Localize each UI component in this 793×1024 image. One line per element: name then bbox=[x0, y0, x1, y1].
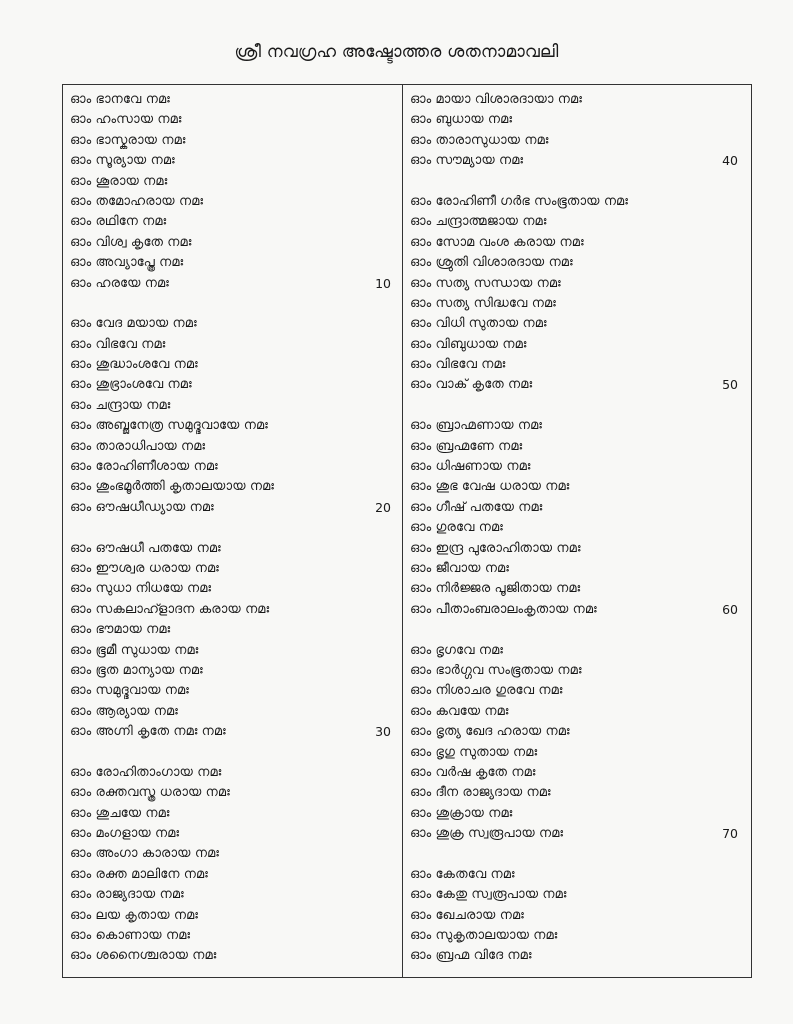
mantra-text: ഓം ശുക്രായ നമഃ bbox=[410, 805, 513, 821]
mantra-line bbox=[70, 355, 395, 375]
mantra-line bbox=[70, 314, 395, 334]
mantra-text: ഓം ശുദ്ധാംശവേ നമഃ bbox=[70, 357, 198, 373]
mantra-line bbox=[70, 804, 395, 824]
mantra-text: ഓം ശൂരായ നമഃ bbox=[70, 173, 168, 189]
mantra-line bbox=[70, 498, 395, 518]
count-marker: 40 bbox=[722, 153, 738, 169]
mantra-text: ഓം ഈശ്വര ധരായ നമഃ bbox=[70, 560, 219, 576]
mantra-text: ഓം മംഗളായ നമഃ bbox=[70, 826, 180, 842]
mantra-text: ഓം സോമ വംശ കരായ നമഃ bbox=[410, 234, 584, 250]
mantra-text: ഓം ബ്രാഹ്മണായ നമഃ bbox=[410, 418, 543, 434]
mantra-line bbox=[70, 620, 395, 640]
mantra-line bbox=[410, 926, 742, 946]
mantra-text: ഓം വിശ്വ കൃതേ നമഃ bbox=[70, 234, 192, 250]
mantra-line bbox=[410, 906, 742, 926]
mantra-text: ഓം ശനൈശ്ചരായ നമഃ bbox=[70, 948, 217, 964]
left-column bbox=[70, 90, 395, 967]
mantra-text: ഓം അബ്ജനേത്ര സമുദ്ഭവായേ നമഃ bbox=[70, 418, 268, 434]
mantra-text: ഓം വാക് കൃതേ നമഃ bbox=[410, 377, 533, 393]
mantra-line bbox=[70, 559, 395, 579]
mantra-line bbox=[70, 110, 395, 130]
mantra-line bbox=[410, 804, 742, 824]
mantra-line bbox=[410, 600, 742, 620]
mantra-line bbox=[70, 722, 395, 742]
mantra-line bbox=[70, 294, 395, 314]
count-marker: 30 bbox=[375, 724, 391, 740]
mantra-text: ഓം ചന്ദ്രാത്മജായ നമഃ bbox=[410, 214, 547, 230]
mantra-text: ഓം സത്യ സന്ധായ നമഃ bbox=[410, 275, 561, 291]
mantra-line bbox=[410, 355, 742, 375]
mantra-line bbox=[410, 498, 742, 518]
mantra-text: ഓം രോഹിണീ ഗർഭ സംഭൂതായ നമഃ bbox=[410, 193, 628, 209]
mantra-text: ഓം ശുംഭമൂർത്തി കൃതാലയായ നമഃ bbox=[70, 479, 274, 495]
mantra-text: ഓം മായാ വിശാരദായാ നമഃ bbox=[410, 92, 582, 107]
mantra-line bbox=[70, 151, 395, 171]
mantra-line bbox=[410, 539, 742, 559]
mantra-text: ഓം തമോഹരായ നമഃ bbox=[70, 193, 204, 209]
mantra-line bbox=[70, 335, 395, 355]
mantra-text: ഓം രക്തവസ്ത്ര ധരായ നമഃ bbox=[70, 785, 230, 801]
mantra-text: ഓം ബ്രഹ്മണേ നമഃ bbox=[410, 438, 523, 454]
mantra-text: ഓം ഭൃത്യ ഖേദ ഹരായ നമഃ bbox=[410, 724, 570, 740]
mantra-text: ഓം ശുചയേ നമഃ bbox=[70, 805, 170, 821]
mantra-line bbox=[70, 274, 395, 294]
mantra-text: ഓം ഹരയേ നമഃ bbox=[70, 275, 169, 291]
mantra-text: ഓം ശുക്ര സ്വരൂപായ നമഃ bbox=[410, 826, 564, 842]
mantra-text: ഓം അംഗാ കാരായ നമഃ bbox=[70, 846, 219, 862]
mantra-line bbox=[410, 314, 742, 334]
mantra-line bbox=[410, 110, 742, 130]
mantra-line bbox=[70, 681, 395, 701]
page-title: ശ്രീ നവഗ്രഹ അഷ്ടോത്തര ശതനാമാവലി bbox=[234, 42, 559, 62]
mantra-text: ഓം ഇന്ദ്ര പുരോഹിതായ നമഃ bbox=[410, 540, 581, 556]
mantra-line bbox=[70, 192, 395, 212]
mantra-text: ഓം പീതാംബരാലംകൃതായ നമഃ bbox=[410, 601, 597, 617]
mantra-line bbox=[410, 172, 742, 192]
mantra-text: ഓം ചന്ദ്രായ നമഃ bbox=[70, 397, 171, 413]
count-marker: 60 bbox=[722, 601, 738, 617]
mantra-text: ഓം ഗീഷ് പതയേ നമഃ bbox=[410, 499, 543, 515]
mantra-text: ഓം ധിഷണായ നമഃ bbox=[410, 459, 531, 475]
mantra-line bbox=[410, 151, 742, 171]
mantra-line bbox=[410, 396, 742, 416]
mantra-line bbox=[410, 579, 742, 599]
mantra-text: ഓം ബ്രഹ്മ വിദേ നമഃ bbox=[410, 948, 532, 964]
mantra-line bbox=[410, 641, 742, 661]
mantra-text: ഓം രഥിനേ നമഃ bbox=[70, 214, 167, 230]
mantra-line bbox=[410, 946, 742, 966]
mantra-text: ഓം ഖേചരായ നമഃ bbox=[410, 907, 524, 923]
mantra-line bbox=[410, 518, 742, 538]
mantra-line bbox=[410, 274, 742, 294]
mantra-text: ഓം രോഹിണീശായ നമഃ bbox=[70, 459, 218, 475]
mantra-line bbox=[410, 477, 742, 497]
mantra-line bbox=[410, 722, 742, 742]
mantra-text: ഓം രോഹിതാംഗായ നമഃ bbox=[70, 764, 222, 780]
mantra-text: ഓം ആര്യായ നമഃ bbox=[70, 703, 178, 719]
mantra-line bbox=[70, 253, 395, 273]
mantra-text: ഓം വിബുധായ നമഃ bbox=[410, 336, 527, 352]
mantra-text: ഓം രക്ത മാലിനേ നമഃ bbox=[70, 866, 208, 882]
mantra-line bbox=[70, 926, 395, 946]
mantra-line bbox=[70, 539, 395, 559]
mantra-line bbox=[70, 233, 395, 253]
mantra-text: ഓം രാജ്യദായ നമഃ bbox=[70, 887, 184, 903]
mantra-text: ഓം വർഷ കൃതേ നമഃ bbox=[410, 764, 536, 780]
mantra-text: ഓം വേദ മയായ നമഃ bbox=[70, 316, 197, 332]
mantra-text: ഓം ബുധായ നമഃ bbox=[410, 112, 513, 128]
mantra-text: ഓം കവയേ നമഃ bbox=[410, 703, 509, 719]
mantra-text: ഓം കൊണായ നമഃ bbox=[70, 928, 191, 944]
count-marker: 10 bbox=[375, 275, 391, 291]
mantra-line bbox=[410, 702, 742, 722]
mantra-line bbox=[410, 212, 742, 232]
mantra-text: ഓം ഔഷധീഡ്യായ നമഃ bbox=[70, 499, 214, 515]
mantra-text: ഓം ജീവായ നമഃ bbox=[410, 560, 509, 576]
mantra-text: ഓം ഭൃഗവേ നമഃ bbox=[410, 642, 503, 658]
mantra-line bbox=[410, 885, 742, 905]
mantra-text: ഓം കേതു സ്വരൂപായ നമഃ bbox=[410, 887, 567, 903]
mantra-line bbox=[70, 641, 395, 661]
mantra-line bbox=[410, 865, 742, 885]
mantra-line bbox=[70, 416, 395, 436]
right-column bbox=[410, 90, 742, 967]
mantra-line bbox=[70, 600, 395, 620]
mantra-line bbox=[70, 844, 395, 864]
mantra-text: ഓം ഭാസ്കരായ നമഃ bbox=[70, 132, 186, 148]
mantra-line bbox=[70, 396, 395, 416]
mantra-line bbox=[70, 743, 395, 763]
mantra-line bbox=[410, 375, 742, 395]
mantra-text: ഓം നിശാചര ഗുരവേ നമഃ bbox=[410, 683, 563, 699]
mantra-text: ഓം ശുഭ വേഷ ധരായ നമഃ bbox=[410, 479, 570, 495]
mantra-line bbox=[410, 681, 742, 701]
mantra-table bbox=[62, 84, 752, 978]
mantra-line bbox=[410, 90, 742, 110]
mantra-line bbox=[410, 824, 742, 844]
mantra-text: ഓം സത്യ സിദ്ധവേ നമഃ bbox=[410, 295, 556, 311]
mantra-line bbox=[410, 457, 742, 477]
mantra-line bbox=[410, 335, 742, 355]
mantra-text: ഓം ഭാനവേ നമഃ bbox=[70, 92, 170, 107]
mantra-line bbox=[70, 457, 395, 477]
mantra-text: ഓം ലയ കൃതായ നമഃ bbox=[70, 907, 199, 923]
mantra-line bbox=[410, 233, 742, 253]
mantra-text: ഓം വിഭവേ നമഃ bbox=[410, 357, 506, 373]
mantra-text: ഓം നിർജ്ജര പൂജിതായ നമഃ bbox=[410, 581, 581, 597]
mantra-text: ഓം ഗുരവേ നമഃ bbox=[410, 520, 503, 536]
mantra-line bbox=[70, 477, 395, 497]
mantra-text: ഓം ഭൗമായ നമഃ bbox=[70, 622, 171, 638]
mantra-line bbox=[70, 131, 395, 151]
mantra-text: ഓം താരാധിപായ നമഃ bbox=[70, 438, 206, 454]
mantra-text: ഓം വിഭവേ നമഃ bbox=[70, 336, 166, 352]
mantra-line bbox=[410, 437, 742, 457]
mantra-line bbox=[70, 824, 395, 844]
mantra-text: ഓം ശുഭ്രാംശവേ നമഃ bbox=[70, 377, 192, 393]
mantra-text: ഓം സുകൃതാലയായ നമഃ bbox=[410, 928, 558, 944]
mantra-text: ഓം ഔഷധീ പതയേ നമഃ bbox=[70, 540, 221, 556]
mantra-text: ഓം ഭൂമീ സുധായ നമഃ bbox=[70, 642, 199, 658]
mantra-line bbox=[70, 946, 395, 966]
mantra-line bbox=[410, 620, 742, 640]
mantra-line bbox=[70, 763, 395, 783]
mantra-text: ഓം ദീന രാജ്യദായ നമഃ bbox=[410, 785, 551, 801]
mantra-line bbox=[410, 131, 742, 151]
mantra-line bbox=[70, 579, 395, 599]
mantra-line bbox=[70, 661, 395, 681]
mantra-line bbox=[70, 906, 395, 926]
mantra-text: ഓം അഗ്നി കൃതേ നമഃ നമഃ bbox=[70, 724, 226, 740]
mantra-line bbox=[70, 885, 395, 905]
mantra-line bbox=[410, 416, 742, 436]
mantra-text: ഓം വിധി സുതായ നമഃ bbox=[410, 316, 547, 332]
mantra-line bbox=[410, 253, 742, 273]
mantra-line bbox=[70, 865, 395, 885]
mantra-line bbox=[70, 783, 395, 803]
mantra-text: ഓം സൂര്യായ നമഃ bbox=[70, 153, 175, 169]
mantra-line bbox=[410, 294, 742, 314]
mantra-line bbox=[410, 763, 742, 783]
mantra-text: ഓം ഹംസായ നമഃ bbox=[70, 112, 182, 128]
mantra-line bbox=[410, 743, 742, 763]
mantra-text: ഓം സകലാഹ്ളാദന കരായ നമഃ bbox=[70, 601, 270, 617]
mantra-text: ഓം സമുദ്ഭവായ നമഃ bbox=[70, 683, 189, 699]
mantra-line bbox=[70, 375, 395, 395]
mantra-line bbox=[410, 559, 742, 579]
mantra-line bbox=[70, 172, 395, 192]
mantra-text: ഓം ഭാർഗ്ഗവ സംഭൂതായ നമഃ bbox=[410, 662, 582, 678]
mantra-line bbox=[70, 212, 395, 232]
mantra-line bbox=[410, 661, 742, 681]
mantra-text: ഓം താരാസുധായ നമഃ bbox=[410, 132, 549, 148]
mantra-line bbox=[410, 783, 742, 803]
mantra-text: ഓം ശ്രുതി വിശാരദായ നമഃ bbox=[410, 255, 573, 271]
mantra-text: ഓം സുധാ നിധയേ നമഃ bbox=[70, 581, 212, 597]
mantra-text: ഓം സൗമ്യായ നമഃ bbox=[410, 153, 524, 169]
mantra-text: ഓം ഭൂത മാന്യായ നമഃ bbox=[70, 662, 203, 678]
mantra-text: ഓം അവ്യാപ്ത്രേ നമഃ bbox=[70, 255, 184, 271]
mantra-text: ഓം കേതവേ നമഃ bbox=[410, 866, 515, 882]
mantra-line bbox=[70, 702, 395, 722]
mantra-line bbox=[410, 844, 742, 864]
mantra-line bbox=[410, 192, 742, 212]
count-marker: 70 bbox=[722, 826, 738, 842]
mantra-line bbox=[70, 90, 395, 110]
mantra-line bbox=[70, 437, 395, 457]
mantra-line bbox=[70, 518, 395, 538]
count-marker: 50 bbox=[722, 377, 738, 393]
mantra-text: ഓം ഭൃഗു സുതായ നമഃ bbox=[410, 744, 538, 760]
count-marker: 20 bbox=[375, 499, 391, 515]
column-divider bbox=[402, 85, 403, 977]
